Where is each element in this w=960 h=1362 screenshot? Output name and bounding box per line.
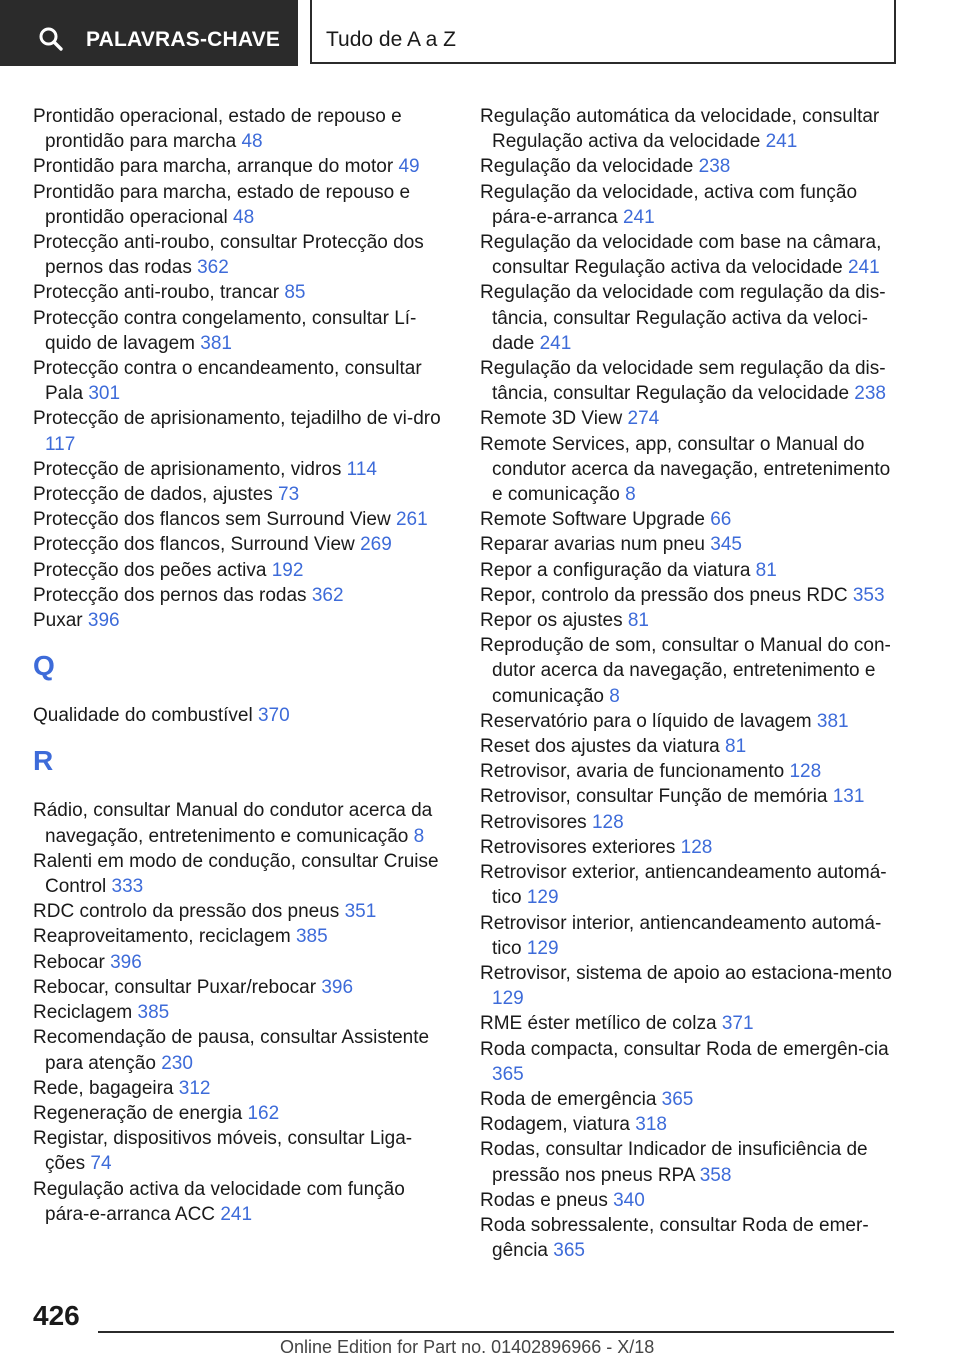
index-entry [33,1101,443,1126]
page-reference-link[interactable]: 241 [847,257,880,279]
index-entry-text: RME éster metílico de colza [480,1013,717,1035]
page-reference-link[interactable]: 396 [87,610,120,632]
index-entry-text: Reprodução de som, consultar o Manual do con-dutor acerca da navegação, entretenimento e comunicação [480,635,891,707]
index-entry [480,784,900,809]
page-reference-link[interactable]: 129 [526,937,559,959]
index-entry [480,734,900,759]
index-entry [33,1025,443,1075]
page-reference-link[interactable]: 345 [710,534,742,556]
page-reference-link[interactable]: 371 [721,1013,754,1035]
page-reference-link[interactable]: 333 [111,876,144,898]
page-reference-link[interactable]: 49 [398,156,420,178]
page-reference-link[interactable]: 365 [661,1088,694,1110]
index-entry-text: Rodas, consultar Indicador de insuficiência de pressão nos pneus RPA [480,1139,868,1186]
index-entry [480,709,900,734]
index-entry-text: Reciclagem [33,1002,133,1024]
index-entry-text: Retrovisor interior, antiencandeamento automá-tico [480,912,882,959]
index-entry [33,154,443,179]
page-reference-link[interactable]: 396 [321,976,354,998]
index-entry [480,432,900,508]
index-entry [480,583,900,608]
index-entry-text: Regulação da velocidade, activa com função pára-e-arranca [480,181,858,228]
top-tab-bar [0,0,960,66]
index-entry [33,356,443,406]
page-reference-link[interactable]: 128 [789,761,822,783]
index-entry-text: Protecção dos flancos sem Surround View [33,509,391,531]
page-reference-link[interactable]: 85 [284,282,306,304]
index-entry [33,583,443,608]
index-entry [480,1037,900,1087]
page-reference-link[interactable]: 381 [816,710,849,732]
index-entry-text: Rodas e pneus [480,1189,608,1211]
index-entry-text: Recomendação de pausa, consultar Assistente para atenção [33,1027,430,1074]
tab-keywords-label: PALAVRAS-CHAVE [86,28,281,51]
page-reference-link[interactable]: 8 [609,685,620,707]
index-entry [480,759,900,784]
page-reference-link[interactable]: 73 [278,484,300,506]
page-reference-link[interactable]: 370 [257,705,290,727]
index-entry [33,1076,443,1101]
page-reference-link[interactable]: 241 [539,332,572,354]
index-entry-text: Remote Software Upgrade [480,509,705,531]
index-entry [480,1087,900,1112]
edition-note: Online Edition for Part no. 01402896966 - X/18 [280,1337,655,1357]
search-icon [38,26,64,52]
page-reference-link[interactable]: 365 [492,1063,524,1085]
page-reference-link[interactable]: 362 [311,584,344,606]
page-reference-link[interactable]: 261 [395,509,428,531]
page-reference-link[interactable]: 128 [591,811,624,833]
footer-divider [98,1331,894,1333]
page-reference-link[interactable]: 238 [854,383,886,405]
index-entry [480,104,900,154]
index-entry [33,1177,443,1227]
index-entry-text: Regulação da velocidade com regulação da dis-tância, consultar Regulação activa da veloci-dade [480,282,886,354]
index-entry [33,924,443,949]
index-entry [480,810,900,835]
index-entry-text: Protecção contra congelamento, consultar Lí-quido de lavagem [33,307,417,354]
index-entry [33,306,443,356]
index-entry [33,975,443,1000]
page-reference-link[interactable]: 81 [755,559,777,581]
index-entry-text: Prontidão para marcha, arranque do motor [33,156,394,178]
index-entry [33,798,443,848]
index-entry [33,482,443,507]
page-reference-link[interactable]: 353 [852,584,885,606]
index-entry-text: Protecção dos pernos das rodas [33,584,307,606]
index-entry-text: Prontidão para marcha, estado de repouso e prontidão operacional [33,181,411,228]
index-entry-text: Remote Services, app, consultar o Manual do condutor acerca da navegação, entretenimento e comunicação [480,433,891,506]
tab-a-to-z[interactable] [310,0,896,64]
page-reference-link[interactable]: 312 [178,1077,211,1099]
page-reference-link[interactable]: 74 [90,1153,112,1175]
index-entry [480,406,900,431]
index-entry [33,507,443,532]
index-entry [33,532,443,557]
index-entry-text: Protecção anti-roubo, consultar Protecção dos pernos das rodas [33,232,424,279]
page-reference-link[interactable]: 48 [241,131,263,153]
index-entry [33,899,443,924]
page-reference-link[interactable]: 318 [635,1114,667,1136]
page-reference-link[interactable]: 362 [197,257,229,279]
page-reference-link[interactable]: 48 [233,206,255,228]
index-entry-text: Roda compacta, consultar Roda de emergên-cia [480,1038,889,1060]
page-reference-link[interactable]: 8 [413,825,425,847]
index-entry-text: Retrovisor, consultar Função de memória [480,786,828,808]
index-entry-text: Regulação da velocidade sem regulação da dis-tância, consultar Regulação da velocidade [480,358,886,405]
page-reference-link[interactable]: 381 [200,332,232,354]
index-entry-text: Protecção de dados, ajustes [33,484,273,506]
page-reference-link[interactable]: 396 [110,951,142,973]
index-entry-text: Regulação da velocidade com base na câmara, consultar Regulação activa da velocidade [480,232,882,279]
index-entry-text: Rodagem, viatura [480,1114,630,1136]
index-entry [480,1188,900,1213]
index-entry-text: Retrovisor, avaria de funcionamento [480,761,785,783]
index-entry [480,1137,900,1187]
index-entry-text: Rede, bagageira [33,1077,174,1099]
index-entry-text: Qualidade do combustível [33,705,253,727]
index-entry-text: Rebocar, consultar Puxar/rebocar [33,976,317,998]
index-entry-text: RDC controlo da pressão dos pneus [33,901,340,923]
page-reference-link[interactable]: 8 [625,484,636,506]
index-entry-text: Retrovisor, sistema de apoio ao estaciona-mento [480,962,892,984]
page-number: 426 [33,1300,80,1331]
index-entry [33,849,443,899]
page-reference-link[interactable]: 241 [220,1203,253,1225]
page-reference-link[interactable]: 241 [765,131,798,153]
index-entry [480,608,900,633]
index-entry [33,1126,443,1176]
index-entry [33,608,443,633]
index-entry [480,180,900,230]
index-entry [480,1011,900,1036]
index-entry-text: Retrovisores exteriores [480,836,676,858]
index-section-letter: Q [33,650,55,682]
index-entry-text: Reaproveitamento, reciclagem [33,926,291,948]
index-entry-text: Registar, dispositivos móveis, consultar Liga-ções [33,1128,413,1175]
index-entry-text: Regulação automática da velocidade, consultar Regulação activa da velocidade [480,106,880,153]
index-entry [33,457,443,482]
index-entry [33,950,443,975]
index-entry-text: Puxar [33,610,83,632]
index-entry [480,633,900,709]
index-entry [480,961,900,1011]
index-entry [33,180,443,230]
page-reference-link[interactable]: 129 [526,887,559,909]
page-reference-link[interactable]: 131 [832,786,865,808]
index-entry-text: Regulação da velocidade [480,156,694,178]
index-entry [480,1213,900,1263]
page-reference-link[interactable]: 365 [553,1240,585,1262]
index-entry-text: Reset dos ajustes da viatura [480,736,720,758]
page-reference-link[interactable]: 162 [247,1102,280,1124]
index-entry-text: Prontidão operacional, estado de repouso e prontidão para marcha [33,106,402,153]
page-reference-link[interactable]: 269 [360,534,392,556]
index-entry [480,558,900,583]
page-reference-link[interactable]: 128 [680,836,713,858]
index-entry-text: Repor a configuração da viatura [480,559,751,581]
page-reference-link[interactable]: 351 [344,901,377,923]
page-reference-link[interactable]: 274 [627,408,660,430]
index-section-letter: R [33,745,54,777]
index-column-right [480,104,900,1263]
tab-keywords[interactable] [0,0,298,66]
index-entry [480,911,900,961]
index-entry [480,356,900,406]
page-reference-link[interactable]: 81 [725,736,747,758]
index-entry-text: Protecção de aprisionamento, tejadilho de vi-dro [33,408,441,430]
index-entry [33,1000,443,1025]
index-entry-text: Roda de emergência [480,1088,657,1110]
index-entry-text: Protecção dos peões activa [33,559,267,581]
page-reference-link[interactable]: 241 [622,206,655,228]
index-entry [480,280,900,356]
page-reference-link[interactable]: 114 [346,458,377,480]
index-entry-text: Rádio, consultar Manual do condutor acerca da navegação, entretenimento e comunicação [33,800,433,847]
page-reference-link[interactable]: 117 [45,433,76,455]
page-reference-link[interactable]: 358 [699,1164,732,1186]
index-entry [480,154,900,179]
index-entry-text: Reparar avarias num pneu [480,534,705,556]
page-reference-link[interactable]: 129 [492,988,524,1010]
index-entry-text: Roda sobressalente, consultar Roda de emer-gência [480,1214,869,1262]
index-entry [480,230,900,280]
page-reference-link[interactable]: 81 [627,610,649,632]
index-entry [480,507,900,532]
index-entry-text: Regulação activa da velocidade com função pára-e-arranca ACC [33,1178,405,1225]
page-reference-link[interactable]: 192 [271,559,304,581]
index-entry-text: Repor, controlo da pressão dos pneus RDC [480,584,848,606]
page-reference-link[interactable]: 66 [710,509,732,531]
index-entry [33,703,443,728]
index-column-left [33,104,443,1227]
index-entry-text: Retrovisor exterior, antiencandeamento automá-tico [480,862,887,909]
index-entry-text: Regeneração de energia [33,1102,243,1124]
index-entry [33,558,443,583]
page-reference-link[interactable]: 385 [295,926,328,948]
page-reference-link[interactable]: 340 [613,1189,645,1211]
page-reference-link[interactable]: 230 [161,1052,193,1074]
index-entry-text: Reservatório para o líquido de lavagem [480,710,812,732]
index-entry [33,280,443,305]
index-entry-text: Remote 3D View [480,408,623,430]
page-reference-link[interactable]: 301 [88,383,121,405]
index-entry [33,230,443,280]
index-entry [480,835,900,860]
index-entry [33,104,443,154]
index-entry-text: Protecção dos flancos, Surround View [33,534,355,556]
index-entry-text: Protecção anti-roubo, trancar [33,282,280,304]
tab-a-to-z-label: Tudo de A a Z [326,28,456,51]
index-entry [33,406,443,456]
index-entry-text: Ralenti em modo de condução, consultar Cruise Control [33,850,439,898]
index-entry [480,1112,900,1137]
index-entry [480,532,900,557]
index-entry-text: Protecção contra o encandeamento, consultar Pala [33,358,422,405]
index-entry-text: Protecção de aprisionamento, vidros [33,458,342,480]
index-entry-text: Repor os ajustes [480,610,623,632]
page-reference-link[interactable]: 385 [137,1002,170,1024]
index-entry-text: Rebocar [33,951,105,973]
index-entry [480,860,900,910]
page-reference-link[interactable]: 238 [698,156,731,178]
index-entry-text: Retrovisores [480,811,587,833]
